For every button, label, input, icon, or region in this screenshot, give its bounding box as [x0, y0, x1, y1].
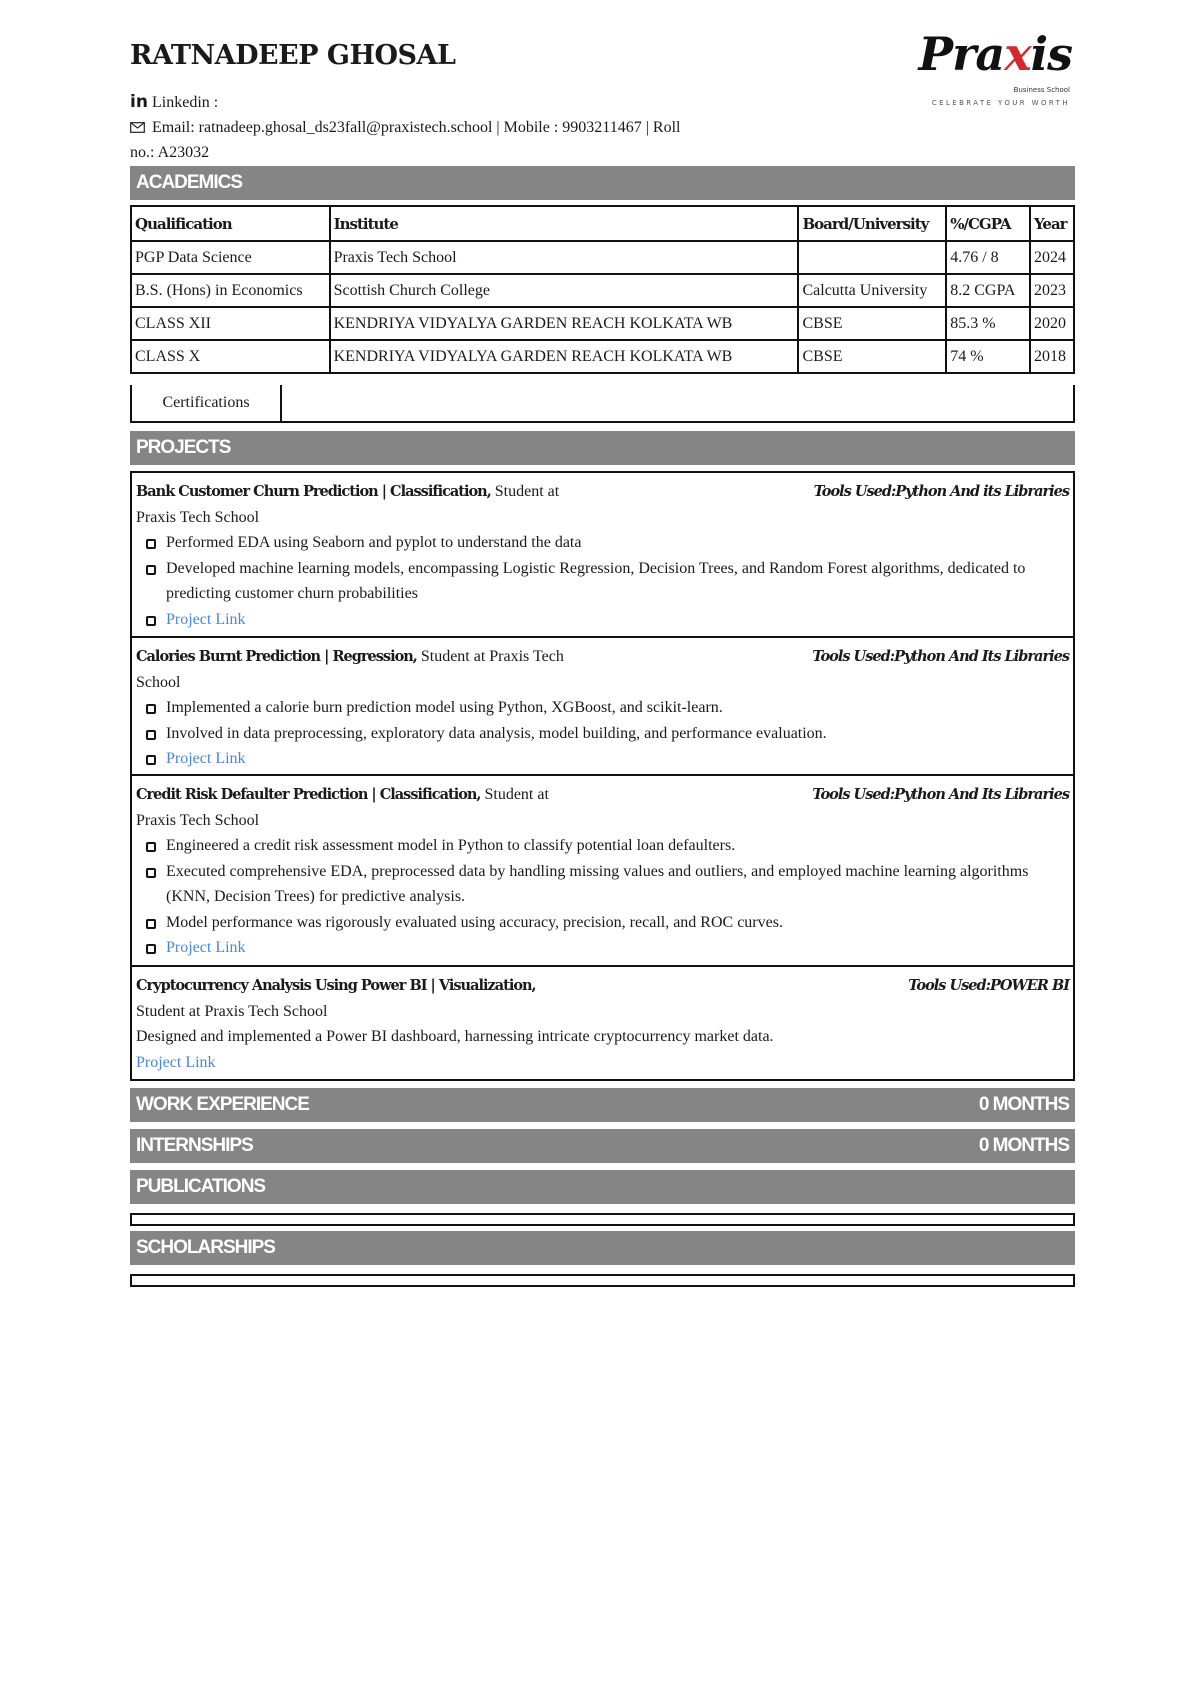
linkedin-label[interactable]: Linkedin : — [152, 94, 219, 111]
project-title: Calories Burnt Prediction | Regression, — [136, 648, 417, 665]
project-tools: Tools Used:Python And Its Libraries — [812, 648, 1069, 665]
project-card — [130, 965, 1075, 1081]
logo-wordmark: Praxis — [918, 27, 1072, 81]
cell: KENDRIYA VIDYALYA GARDEN REACH KOLKATA WB — [330, 307, 799, 340]
project-bullets — [136, 695, 1069, 772]
list-item: Executed comprehensive EDA, preprocessed data by handling missing values and outliers, and employed machine learning algorithms (KNN, Decision Trees) for predictive analysis. — [166, 859, 1069, 910]
project-role: Student at — [480, 786, 549, 803]
col-qualification: Qualification — [131, 206, 330, 241]
section-publications: PUBLICATIONS — [130, 1170, 1075, 1204]
cell: Calcutta University — [798, 274, 946, 307]
project-card — [130, 636, 1075, 776]
certifications-row — [130, 385, 1075, 423]
project-link[interactable]: Project Link — [166, 935, 1069, 961]
cell: CBSE — [798, 307, 946, 340]
cell: PGP Data Science — [131, 241, 330, 274]
cell: 8.2 CGPA — [946, 274, 1030, 307]
cell: 2018 — [1030, 340, 1074, 373]
cell: KENDRIYA VIDYALYA GARDEN REACH KOLKATA WB — [330, 340, 799, 373]
cell: B.S. (Hons) in Economics — [131, 274, 330, 307]
list-item: Engineered a credit risk assessment model in Python to classify potential loan defaulters. — [166, 833, 1069, 859]
certifications-label: Certifications — [132, 385, 282, 421]
project-tools: Tools Used:Python And Its Libraries — [812, 786, 1069, 803]
list-item: Involved in data preprocessing, exploratory data analysis, model building, and performance evaluation. — [166, 721, 1069, 747]
cell: Scottish Church College — [330, 274, 799, 307]
contact-block — [130, 90, 740, 165]
project-role-cont: Student at Praxis Tech School — [136, 1002, 328, 1020]
project-role-cont: Praxis Tech School — [136, 811, 260, 829]
internships-duration: 0 MONTHS — [978, 1135, 1069, 1156]
logo-tagline: CELEBRATE YOUR WORTH — [931, 99, 1070, 107]
cell: CLASS XII — [131, 307, 330, 340]
linkedin-icon[interactable]: in — [130, 92, 148, 112]
project-tools: Tools Used:Python And its Libraries — [813, 483, 1069, 500]
project-link[interactable]: Project Link — [136, 1053, 216, 1071]
scholarships-box — [130, 1274, 1075, 1287]
project-bullets — [136, 530, 1069, 632]
project-title: Credit Risk Defaulter Prediction | Classification, — [136, 786, 481, 803]
cell: Praxis Tech School — [330, 241, 799, 274]
candidate-name: RATNADEEP GHOSAL — [130, 40, 456, 71]
table-row — [131, 340, 1074, 373]
table-header-row — [131, 206, 1074, 241]
section-work-experience: WORK EXPERIENCE 0 MONTHS — [130, 1088, 1075, 1122]
col-institute: Institute — [330, 206, 799, 241]
project-bullets — [136, 833, 1069, 961]
list-item: Model performance was rigorously evaluated using accuracy, precision, recall, and ROC curves. — [166, 910, 1069, 936]
project-role: Student at — [490, 483, 560, 500]
project-role-cont: School — [136, 673, 181, 691]
col-year: Year — [1030, 206, 1074, 241]
table-row — [131, 307, 1074, 340]
cell: CBSE — [798, 340, 946, 373]
cell: CLASS X — [131, 340, 330, 373]
project-title: Bank Customer Churn Prediction | Classification, — [136, 483, 491, 500]
cell: 2020 — [1030, 307, 1074, 340]
project-description: Designed and implemented a Power BI dashboard, harnessing intricate cryptocurrency market data. — [136, 1028, 774, 1045]
cell: 85.3 % — [946, 307, 1030, 340]
list-item: Developed machine learning models, encompassing Logistic Regression, Decision Trees, and Random Forest algorithms, dedicated to predicting customer churn probabilities — [166, 556, 1069, 607]
section-internships: INTERNSHIPS 0 MONTHS — [130, 1129, 1075, 1163]
praxis-logo — [918, 27, 1080, 110]
cell: 2024 — [1030, 241, 1074, 274]
project-title: Cryptocurrency Analysis Using Power BI | Visualization, — [136, 977, 536, 994]
project-role: Student at Praxis Tech — [416, 648, 564, 665]
work-experience-duration: 0 MONTHS — [978, 1094, 1069, 1115]
cell: 2023 — [1030, 274, 1074, 307]
project-card — [130, 774, 1075, 967]
list-item: Performed EDA using Seaborn and pyplot to understand the data — [166, 530, 1069, 556]
list-item: Implemented a calorie burn prediction model using Python, XGBoost, and scikit-learn. — [166, 695, 1069, 721]
table-row — [131, 241, 1074, 274]
email-icon — [130, 115, 152, 140]
project-tools: Tools Used:POWER BI — [908, 977, 1069, 994]
contact-details-cont: no.: A23032 — [130, 144, 210, 161]
project-link[interactable]: Project Link — [166, 746, 1069, 772]
col-board: Board/University — [798, 206, 946, 241]
cell: 4.76 / 8 — [946, 241, 1030, 274]
contact-details: Email: ratnadeep.ghosal_ds23fall@praxistech.school | Mobile : 9903211467 | Roll — [152, 119, 681, 136]
section-projects: PROJECTS — [130, 431, 1075, 465]
cell — [798, 241, 946, 274]
col-cgpa: %/CGPA — [946, 206, 1030, 241]
project-link[interactable]: Project Link — [166, 607, 1069, 633]
table-row — [131, 274, 1074, 307]
cell: 74 % — [946, 340, 1030, 373]
publications-box — [130, 1213, 1075, 1226]
project-card — [130, 471, 1075, 638]
project-role-cont: Praxis Tech School — [136, 508, 260, 526]
logo-subtitle: Business School — [1013, 86, 1070, 94]
section-scholarships: SCHOLARSHIPS — [130, 1231, 1075, 1265]
academics-table — [130, 205, 1075, 374]
section-academics: ACADEMICS — [130, 166, 1075, 200]
